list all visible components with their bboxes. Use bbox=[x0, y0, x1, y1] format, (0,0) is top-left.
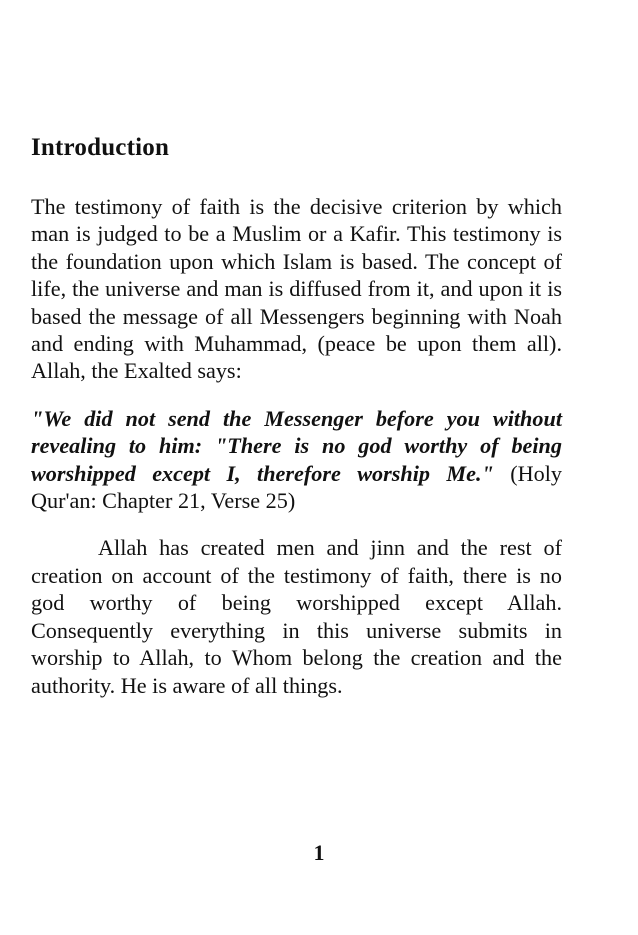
quotation-text: "We did not send the Messenger before you without revealing to him: "There is no god worthy of being worshipped except I, therefore worship Me." bbox=[31, 405, 562, 486]
paragraph-creation: Allah has created men and jinn and the rest of creation on account of the testimony of faith, there is no god worthy of being worshipped except Allah. Consequently everything in this universe submits in worship to Allah, to Whom belong the creation and the authority. He is aware of all things. bbox=[31, 535, 562, 698]
paragraph-intro: The testimony of faith is the decisive criterion by which man is judged to be a Muslim or a Kafir. This testimony is the foundation upon which Islam is based. The concept of life, the universe and man is diffused from it, and upon it is based the message of all Messengers beginning with Noah and ending with Muhammad, (peace be upon them all). Allah, the Exalted says: bbox=[31, 194, 562, 384]
quran-quotation bbox=[31, 405, 562, 515]
page-content bbox=[31, 133, 562, 699]
page-number: 1 bbox=[313, 840, 325, 865]
section-heading: Introduction bbox=[31, 134, 170, 161]
quotation-citation: (Holy Qur'an: Chapter 21, Verse 25) bbox=[31, 460, 563, 514]
